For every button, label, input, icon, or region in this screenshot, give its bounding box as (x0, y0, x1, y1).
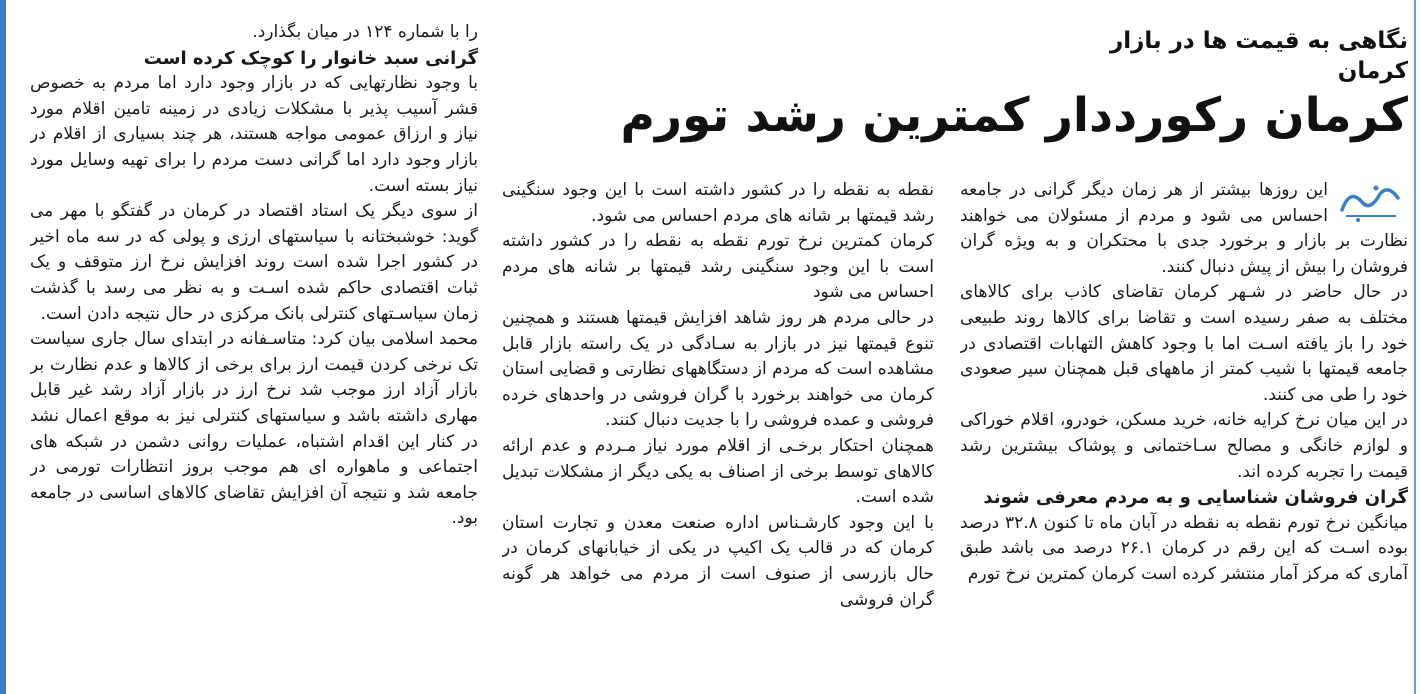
paragraph: کرمان کمترین نرخ تورم نقطه به نقطه را در کشور داشته است با این وجود سنگینی رشد قیمتها بر شانه های مردم احساس می شود (502, 231, 934, 303)
paragraph: را با شماره ۱۲۴ در میان بگذارد. (252, 22, 478, 42)
paragraph: همچنان احتکار برخـی از اقلام مورد نیاز مـردم و عدم ارائه کالاهای توسط برخی از اصناف به یکی دیگر از مشکلات تبدیل شده است. (502, 435, 934, 508)
column-middle (502, 178, 934, 690)
section-subhead: گرانی سبد خانوار را کوچک کرده است (143, 47, 478, 69)
article-kicker: نگاهی به قیمت ها در بازار کرمان (1110, 28, 1408, 84)
paragraph: این روزها بیشتر از هر زمان دیگر گرانی در جامعه احساس می شود و مردم از مسئولان می خواهند نظارت بر بازار و برخورد جدی با محتکران و به ویژه گران فروشان را بیش از پیش دنبال کنند. (960, 180, 1408, 277)
sarmad-logo-icon (1336, 180, 1408, 224)
right-accent-rule (1414, 0, 1416, 694)
section-subhead: گران فروشان شناسایی و به مردم معرفی شوند (983, 487, 1408, 509)
paragraph: نقطه به نقطه را در کشور داشته است با این وجود سنگینی رشد قیمتها بر شانه های مردم احساس می شود. (502, 180, 934, 226)
paragraph: در حالی مردم هر روز شاهد افزایش قیمتها هستند و همچنین تنوع قیمتها نیز در بازار به سـادگی در یک راسته بازار قابل مشاهده است که مردم از دستگاههای نظارتی و قضایی استان کرمان می خواهند برخورد با گران فروشی در واحدهای خرده فروشی و عمده فروشی را با جدیت دنبال کنند. (502, 307, 934, 431)
paragraph: از سوی دیگر یک استاد اقتصاد در کرمان در گفتگو با مهر می گوید: خوشبختانه با سیاستهای ارزی و پولی که در سه ماه اخیر در کشور اجرا شده است روند افزایش نرخ ارز متوقف و یک ثبات اقتصادی حاکم شده اسـت و به نظر می رسد با گذشت زمان سیاسـتهای کنترلی بانک مرکزی در حال نتیجه دادن است. (30, 201, 478, 324)
paragraph: محمد اسلامی بیان کرد: متاسـفانه در ابتدای سال جاری سیاست تک نرخی کردن قیمت ارز برای برخی از کالاها و عدم نظارت بر بازار آزاد ارز موجب شد نرخ ارز در بازار آزاد رشد غیر قابل مهاری داشته باشد و سیاستهای کنترلی نیز به موقع اعمال نشد در کنار این اقدام اشتباه، عملیات روانی دشمن در شبکه های اجتماعی و ماهواره ای هم موجب بروز انتظارات تورمی در جامعه شد و نتیجه آن افزایش تقاضای کالاهای اساسی در جامعه بود. (30, 329, 478, 529)
paragraph: میانگین نرخ تورم نقطه به نقطه در آبان ماه تا کنون ۳۲.۸ درصد بوده اسـت که این رقم در کرمان ۲۶.۱ درصد می باشد طبق آماری که مرکز آمار منتشر کرده است کرمان کمترین نرخ تورم (960, 512, 1408, 584)
paragraph: در حال حاضر در شـهر کرمان تقاضای کاذب برای کالاهای مختلف به صفر رسیده است و تقاضا برای کالاها روند طبیعی خود را باز یافته اسـت اما با وجود کاهش التهابات اقتصادی در جامعه قیمتها با شیب کمتر از ماههای قبل همچنان سیر صعودی خود را طی می کنند. (960, 282, 1408, 405)
paragraph: با این وجود کارشـناس اداره صنعت معدن و تجارت استان کرمان که در قالب یک اکیپ در یکی از خیابانهای کرمان در حال بازرسی از صنوف است از مردم می خواهد هر گونه گران فروشی (502, 512, 934, 610)
paragraph: با وجود نظارتهایی که در بازار وجود دارد اما مردم به خصوص قشر آسیب پذیر با مشکلات زیادی در زمینه تامین اقلام مورد نیاز و ارزاق عمومی مواجه هستند، هر چند بسیاری از اقلام در بازار وجود دارد اما گرانی دست مردم را برای تهیه وسایل مورد نیاز بسته است. (30, 73, 478, 196)
column-left (30, 20, 478, 690)
left-accent-rule (0, 0, 6, 694)
article-headline: کرمان رکورددار کمترین رشد تورم (620, 88, 1408, 143)
column-right (960, 178, 1408, 690)
paragraph: در این میان نرخ کرایه خانه، خرید مسکن، خودرو، اقلام خوراکی و لوازم خانگی و مصالح سـاختمانی و پوشاک بیشترین رشد قیمت را تجربه کرده اند. (960, 410, 1408, 482)
